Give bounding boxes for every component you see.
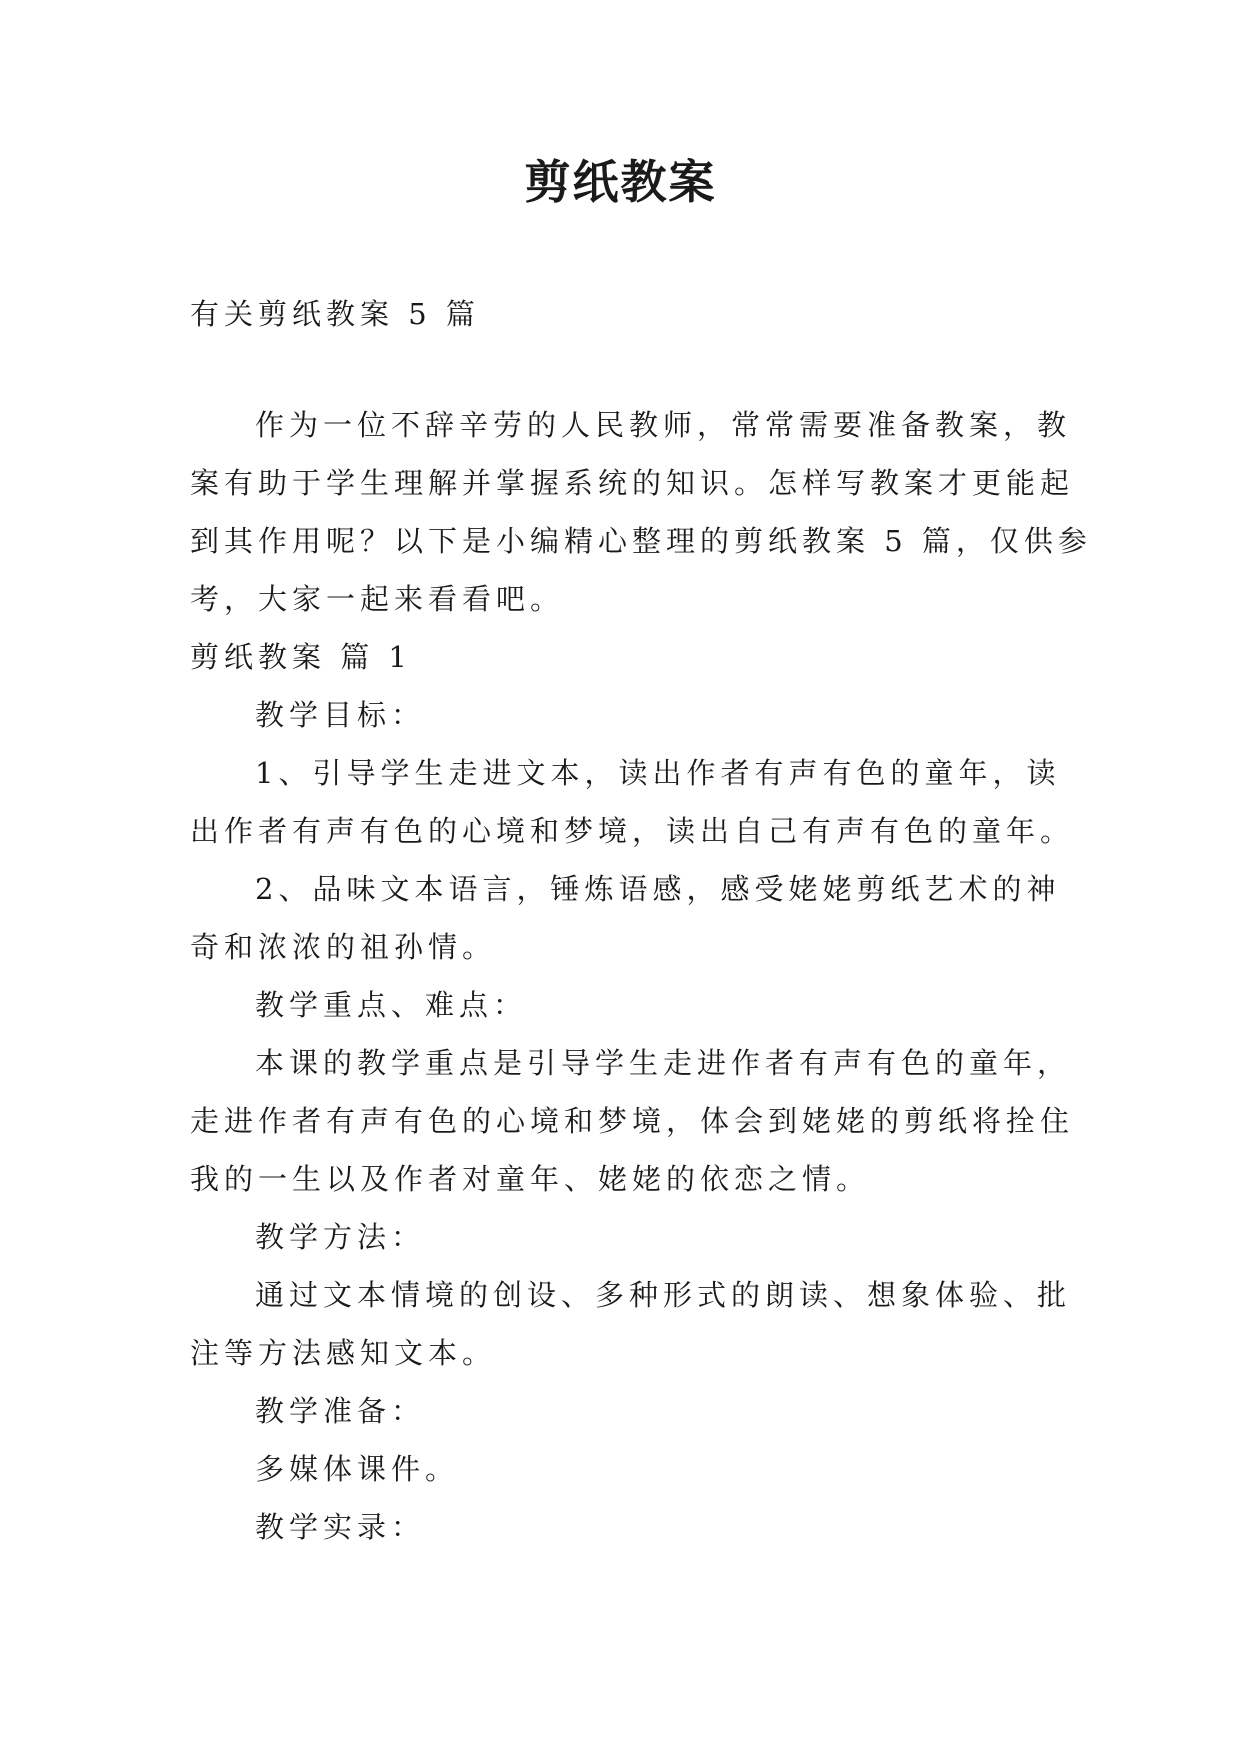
heading-teaching-preparation: 教学准备： [255, 1394, 426, 1428]
body-line: 本课的教学重点是引导学生走进作者有声有色的童年， [255, 1046, 1072, 1080]
heading-teaching-record: 教学实录： [255, 1510, 426, 1544]
body-line: 1、引导学生走进文本，读出作者有声有色的童年，读 [255, 756, 1061, 790]
document-title: 剪纸教案 [524, 155, 717, 209]
body-line: 我的一生以及作者对童年、姥姥的依恋之情。 [190, 1162, 871, 1196]
body-line: 出作者有声有色的心境和梦境，读出自己有声有色的童年。 [190, 814, 1075, 848]
heading-teaching-methods: 教学方法： [255, 1220, 426, 1254]
intro-line-1: 作为一位不辞辛劳的人民教师，常常需要准备教案，教 [255, 408, 1072, 442]
body-line: 注等方法感知文本。 [190, 1336, 497, 1370]
intro-line-2: 案有助于学生理解并掌握系统的知识。怎样写教案才更能起 [190, 466, 1075, 500]
body-line: 奇和浓浓的祖孙情。 [190, 930, 497, 964]
section-heading: 剪纸教案 篇 1 [190, 640, 412, 674]
heading-teaching-goals: 教学目标： [255, 698, 426, 732]
body-line: 通过文本情境的创设、多种形式的朗读、想象体验、批 [255, 1278, 1072, 1312]
document-subtitle: 有关剪纸教案 5 篇 [190, 297, 480, 331]
heading-key-points: 教学重点、难点： [255, 988, 528, 1022]
intro-line-3: 到其作用呢？以下是小编精心整理的剪纸教案 5 篇，仅供参 [190, 524, 1092, 558]
body-line: 2、品味文本语言，锤炼语感，感受姥姥剪纸艺术的神 [255, 872, 1061, 906]
body-line: 多媒体课件。 [255, 1452, 460, 1486]
intro-line-4: 考，大家一起来看看吧。 [190, 582, 565, 616]
body-line: 走进作者有声有色的心境和梦境，体会到姥姥的剪纸将拴住 [190, 1104, 1075, 1138]
